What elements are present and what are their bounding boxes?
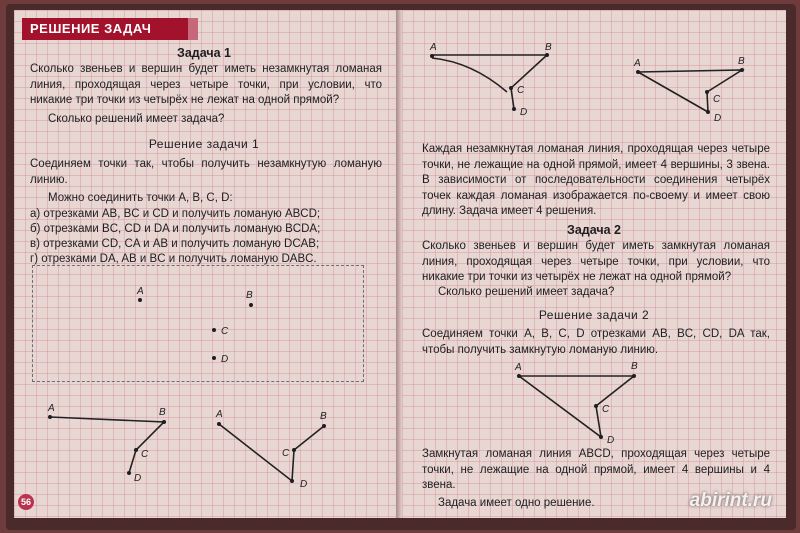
point-a: [138, 298, 142, 302]
solution1-intro: Можно соединить точки A, B, C, D:: [48, 192, 233, 204]
paragraph-3: Задача имеет одно решение.: [438, 497, 595, 509]
fig4-point-d: [706, 110, 710, 114]
task2-question: Сколько решений имеет задача?: [438, 286, 615, 298]
fig5-label-a: A: [515, 362, 522, 373]
paragraph-2: Замкнутая ломаная линия ABCD, проходящая через четыре точки, не лежащие на одной прямой, имеет 4 вершины и 4 звена.: [422, 448, 770, 491]
fig4-point-b: [740, 68, 744, 72]
task1-question: Сколько решений имеет задача?: [48, 113, 225, 125]
fig3-point-d: [512, 107, 516, 111]
fig3-point-c: [509, 86, 513, 90]
fig1-label-a: A: [48, 403, 55, 414]
right-page: [402, 10, 786, 518]
fig4-label-a: A: [634, 58, 641, 69]
fig2-point-a: [217, 422, 221, 426]
watermark: abirint.ru: [689, 490, 772, 511]
paragraph-1: Каждая незамкнутая ломаная линия, проходящая через четыре точки, не лежащие на одной прямой, имеет 4 вершины, 3 звена. В зависимости от последовательности соединения четырёх точек каждая ломаная изображается по-своему и имеет свою длину. Задача имеет 4 решения.: [422, 143, 770, 217]
closed-polyline-abcd: [519, 376, 634, 437]
solution2-title: Решение задачи 2: [538, 308, 650, 322]
fig3-point-a: [430, 54, 434, 58]
point-d: [212, 356, 216, 360]
polyline-abcd: [50, 417, 164, 473]
solution1-text: Соединяем точки так, чтобы получить незамкнутую ломаную линию.: [30, 158, 382, 186]
fig1-point-d: [127, 471, 131, 475]
section-banner: РЕШЕНИЕ ЗАДАЧ: [22, 18, 188, 40]
fig2-label-a: A: [216, 409, 223, 420]
fig4-label-c: C: [713, 94, 721, 105]
polyline-top-left: [432, 55, 547, 109]
left-page: [14, 10, 396, 518]
fig2-point-d: [290, 479, 294, 483]
fig3-label-b: B: [545, 42, 552, 53]
task2-title: Задача 2: [567, 223, 621, 237]
fig5-label-b: B: [631, 361, 638, 372]
fig5-label-d: D: [607, 435, 615, 446]
fig5-point-a: [517, 374, 521, 378]
label-a: A: [137, 286, 144, 297]
fig3-label-a: A: [430, 42, 437, 53]
fig1-label-b: B: [159, 407, 166, 418]
fig2-point-b: [322, 424, 326, 428]
task1-title: Задача 1: [177, 46, 231, 60]
fig2-label-d: D: [300, 479, 308, 490]
fig1-label-c: C: [141, 449, 149, 460]
polyline-top-right: [638, 70, 742, 112]
option-b: б) отрезками BC, CD и DA и получить ломаную BCDA;: [30, 223, 321, 235]
fig3-label-d: D: [520, 107, 528, 118]
fig4-label-d: D: [714, 113, 722, 124]
fig2-point-c: [292, 448, 296, 452]
label-d: D: [221, 354, 229, 365]
option-a: а) отрезками AB, BC и CD и получить ломаную ABCD;: [30, 208, 321, 220]
solution1-title: Решение задачи 1: [148, 137, 260, 151]
polyline-bcda: [219, 424, 324, 481]
label-b: B: [246, 290, 253, 301]
fig1-point-a: [48, 415, 52, 419]
fig5-point-b: [632, 374, 636, 378]
task2-text: Сколько звеньев и вершин будет иметь замкнутая ломаная линия, проходящая через четыре точки, при условии, что никакие три точки из четырёх не лежат на одной прямой?: [422, 240, 770, 283]
fig1-label-d: D: [134, 473, 142, 484]
fig4-label-b: B: [738, 56, 745, 67]
point-c: [212, 328, 216, 332]
fig4-point-c: [705, 90, 709, 94]
fig1-point-b: [162, 420, 166, 424]
fig4-point-a: [636, 70, 640, 74]
fig1-point-c: [134, 448, 138, 452]
page-number: 56: [18, 494, 34, 510]
fig3-point-b: [545, 53, 549, 57]
fig5-point-d: [599, 435, 603, 439]
curved-segment: [432, 58, 507, 92]
fig2-label-b: B: [320, 411, 327, 422]
fig5-label-c: C: [602, 404, 610, 415]
option-d: г) отрезками DA, AB и BC и получить ломаную DABC.: [30, 253, 317, 265]
option-c: в) отрезками CD, CA и AB и получить ломаную DCAB;: [30, 238, 320, 250]
fig5-point-c: [594, 404, 598, 408]
point-b: [249, 303, 253, 307]
fig3-label-c: C: [517, 85, 525, 96]
solution2-text: Соединяем точки A, B, C, D отрезками AB, BC, CD, DA так, чтобы получить замкнутую ломаную линию.: [422, 328, 770, 356]
fig2-label-c: C: [282, 448, 290, 459]
segment-ad: [638, 72, 708, 112]
label-c: C: [221, 326, 229, 337]
task1-text: Сколько звеньев и вершин будет иметь незамкнутая ломаная линия, проходящая через четыре точки, при условии, что никакие три точки из четырёх не лежат на одной прямой?: [30, 63, 382, 106]
left-figures: [14, 10, 396, 518]
